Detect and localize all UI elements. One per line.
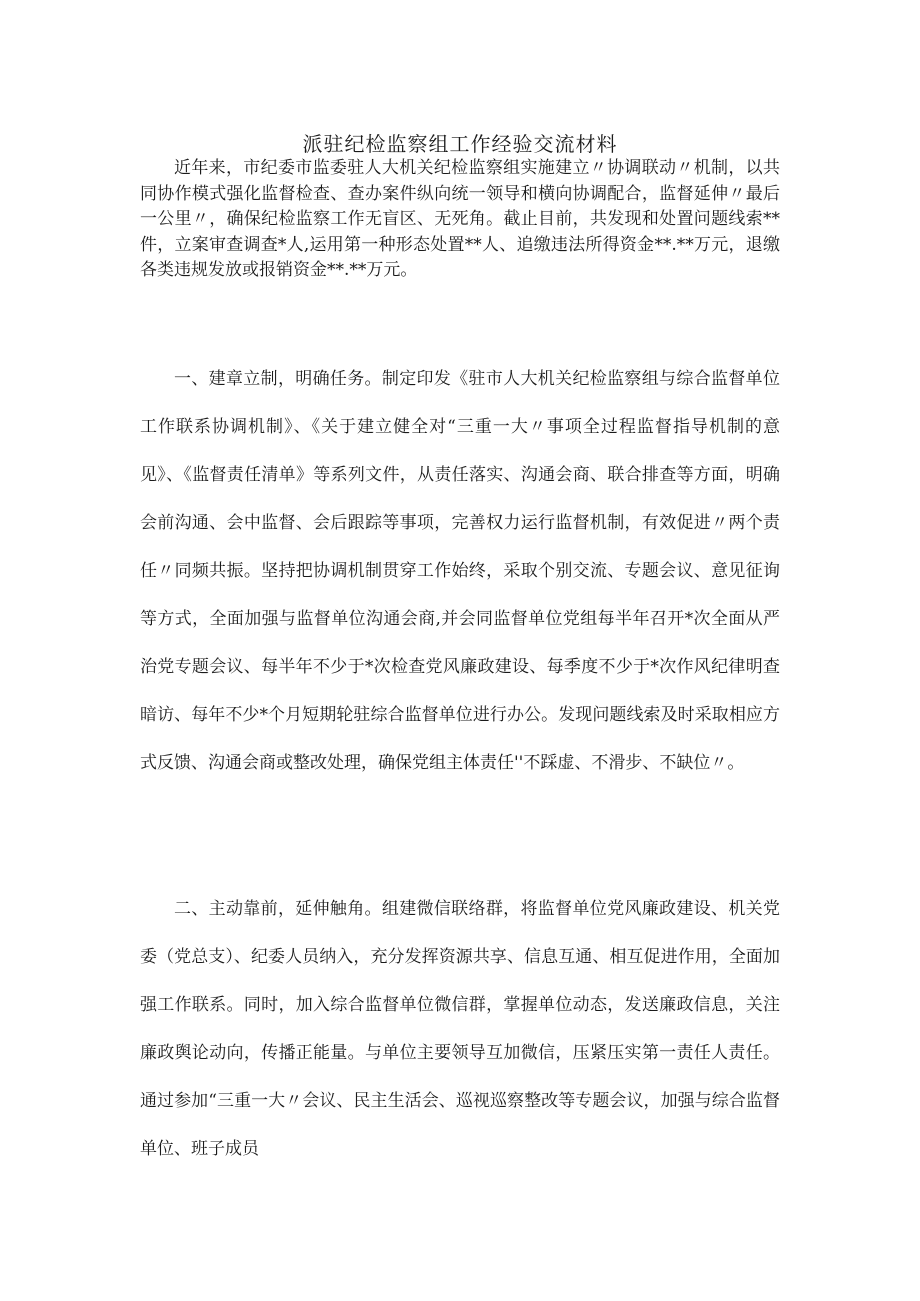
intro-paragraph: 近年来，市纪委市监委驻人大机关纪检监察组实施建立〃协调联动〃机制，以共同协作模式强化监督检查、查办案件纵向统一领导和横向协调配合，监督延伸〃最后一公里〃，确保纪检监察工作无盲区、无死角。截止目前，共发现和处置问题线索**件，立案审查调查*人,运用第一种形态处置**人、追缴违法所得资金**.**万元，退缴各类违规发放或报销资金**.**万元。 [140, 158, 780, 280]
section-one-paragraph: 一、建章立制，明确任务。制定印发《驻市人大机关纪检监察组与综合监督单位工作联系协调机制》、《关于建立健全对“三重一大〃事项全过程监督指导机制的意见》、《监督责任清单》等系列文件，从责任落实、沟通会商、联合排查等方面，明确会前沟通、会中监督、会后跟踪等事项，完善权力运行监督机制，有效促进〃两个责任〃同频共振。坚持把协调机制贯穿工作始终，采取个别交流、专题会议、意见征询等方式，全面加强与监督单位沟通会商,并会同监督单位党组每半年召开*次全面从严治党专题会议、每半年不少于*次检查党风廉政建设、每季度不少于*次作风纪律明查暗访、每年不少*个月短期轮驻综合监督单位进行办公。发现问题线索及时采取相应方式反馈、沟通会商或整改处理，确保党组主体责任''不踩虚、不滑步、不缺位〃。 [140, 369, 780, 773]
section-two-paragraph: 二、主动靠前，延伸触角。组建微信联络群，将监督单位党风廉政建设、机关党委（党总支）、纪委人员纳入，充分发挥资源共享、信息互通、相互促进作用，全面加强工作联系。同时，加入综合监督单位微信群，掌握单位动态，发送廉政信息，关注廉政舆论动向，传播正能量。与单位主要领导互加微信，压紧压实第一责任人责任。通过参加“三重一大〃会议、民主生活会、巡视巡察整改等专题会议，加强与综合监督单位、班子成员 [140, 899, 780, 1159]
document-title: 派驻纪检监察组工作经验交流材料 [302, 132, 618, 156]
